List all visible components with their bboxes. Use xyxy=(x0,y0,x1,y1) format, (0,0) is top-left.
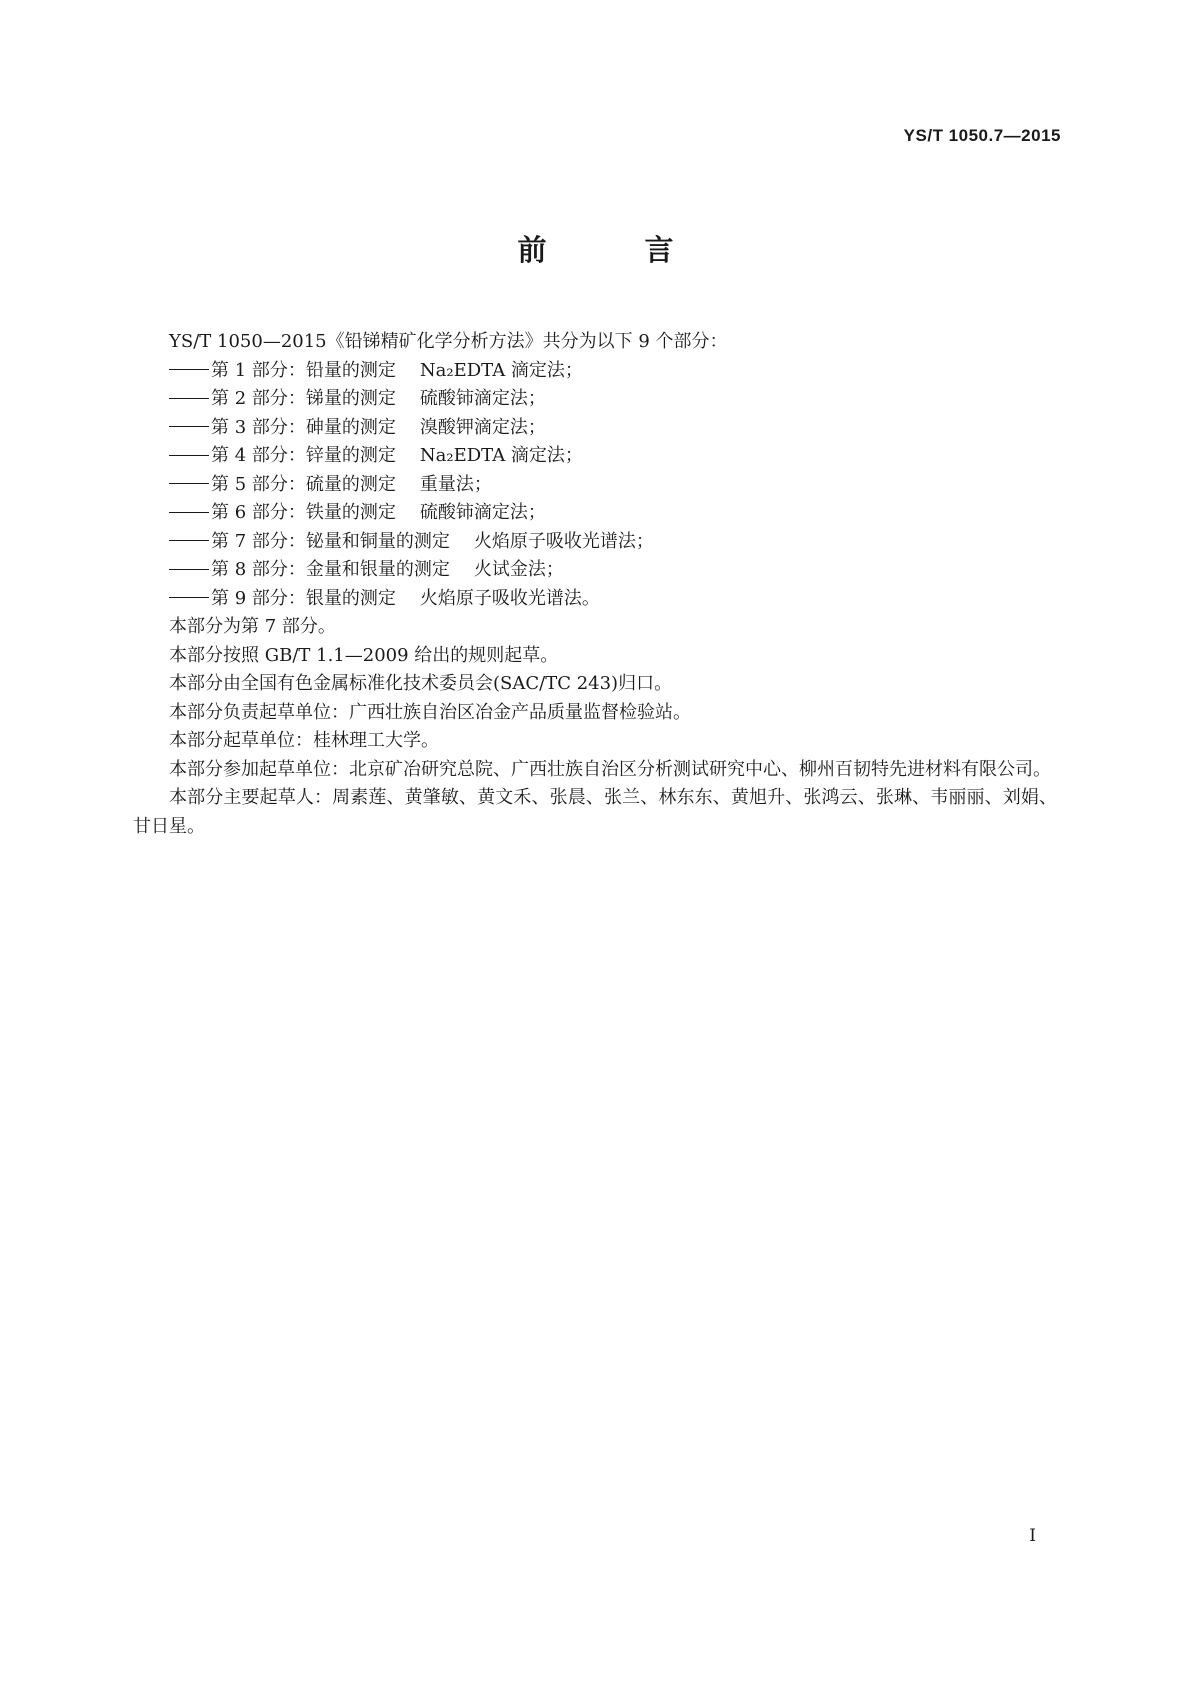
em-dash xyxy=(169,455,209,456)
intro-paragraph: YS/T 1050—2015《铅锑精矿化学分析方法》共分为以下 9 个部分： xyxy=(169,331,728,352)
part-item-3 xyxy=(133,414,1057,443)
part-name: 第 4 部分：锌量的测定 xyxy=(211,445,396,466)
document-body xyxy=(133,328,1057,841)
part-method: 火焰原子吸收光谱法。 xyxy=(419,587,600,609)
part-item-4 xyxy=(133,442,1057,471)
part-item-8 xyxy=(133,556,1057,585)
paragraph-responsible-unit: 本部分负责起草单位：广西壮族自治区冶金产品质量监督检验站。 xyxy=(169,701,691,723)
part-name: 第 2 部分：锑量的测定 xyxy=(211,388,396,409)
em-dash xyxy=(169,569,209,570)
part-item-2 xyxy=(133,385,1057,414)
paragraph-main-drafters: 本部分主要起草人：周素莲、黄肇敏、黄文禾、张晨、张兰、林东东、黄旭升、张鸿云、张琳、韦丽丽、刘娟、甘日星。 xyxy=(133,787,1057,837)
part-method: 溴酸钾滴定法； xyxy=(419,416,546,438)
page-number: I xyxy=(1029,1526,1036,1546)
part-method: 火试金法； xyxy=(473,559,564,580)
part-item-7 xyxy=(133,528,1057,557)
paragraph-committee: 本部分由全国有色金属标准化技术委员会(SAC/TC 243)归口。 xyxy=(169,673,673,694)
em-dash xyxy=(169,426,209,427)
part-item-5 xyxy=(133,471,1057,500)
em-dash xyxy=(169,512,209,513)
em-dash xyxy=(169,540,209,541)
part-name: 第 7 部分：铋量和铜量的测定 xyxy=(211,530,450,552)
part-method: 火焰原子吸收光谱法； xyxy=(473,530,654,552)
paragraph-part-number: 本部分为第 7 部分。 xyxy=(169,616,336,637)
part-method: Na₂EDTA 滴定法； xyxy=(419,445,583,466)
part-name: 第 3 部分：砷量的测定 xyxy=(211,416,396,438)
em-dash xyxy=(169,398,209,399)
part-name: 第 5 部分：硫量的测定 xyxy=(211,473,396,495)
part-item-6 xyxy=(133,499,1057,528)
part-name: 第 6 部分：铁量的测定 xyxy=(211,502,396,523)
paragraph-participating-units: 本部分参加起草单位：北京矿冶研究总院、广西壮族自治区分析测试研究中心、柳州百韧特先进材料有限公司。 xyxy=(169,758,1051,780)
paragraph-drafting-rules: 本部分按照 GB/T 1.1—2009 给出的规则起草。 xyxy=(169,644,559,666)
standard-code: YS/T 1050.7—2015 xyxy=(903,126,1061,145)
part-method: Na₂EDTA 滴定法； xyxy=(419,359,583,381)
part-item-9 xyxy=(133,585,1057,614)
part-method: 硫酸铈滴定法； xyxy=(419,502,546,523)
part-method: 硫酸铈滴定法； xyxy=(419,388,546,409)
em-dash xyxy=(169,369,209,370)
part-name: 第 8 部分：金量和银量的测定 xyxy=(211,559,450,580)
part-method: 重量法； xyxy=(419,473,492,495)
em-dash xyxy=(169,597,209,598)
part-item-1 xyxy=(133,357,1057,386)
page-title: 前 言 xyxy=(517,233,718,267)
part-name: 第 9 部分：银量的测定 xyxy=(211,587,396,609)
part-name: 第 1 部分：铅量的测定 xyxy=(211,359,396,381)
paragraph-drafting-unit: 本部分起草单位：桂林理工大学。 xyxy=(169,730,439,751)
em-dash xyxy=(169,483,209,484)
